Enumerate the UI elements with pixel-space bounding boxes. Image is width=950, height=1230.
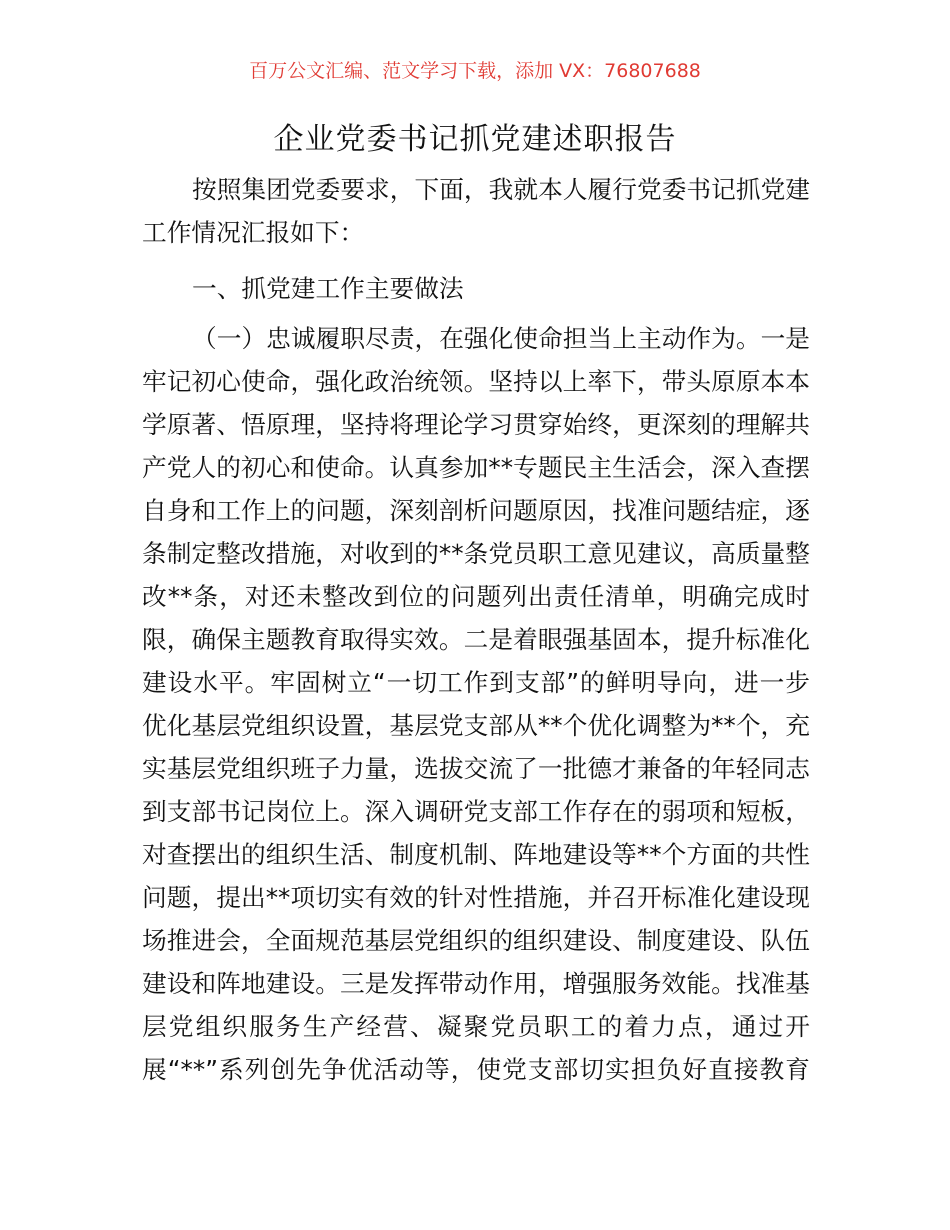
text-line: 场推进会，全面规范基层党组织的组织建设、制度建设、队伍 [142,926,810,955]
text-line: （一）忠诚履职尽责，在强化使命担当上主动作为。一是 [192,324,810,353]
text-line: 优化基层党组织设置，基层党支部从**个优化调整为**个，充 [142,711,810,740]
document-body [142,168,810,1091]
document-title: 企业党委书记抓党建述职报告 [273,122,677,157]
text-line: 按照集团党委要求，下面，我就本人履行党委书记抓党建 [192,175,810,204]
text-line: 学原著、悟原理，坚持将理论学习贯穿始终，更深刻的理解共 [142,410,810,439]
text-line: 实基层党组织班子力量，选拔交流了一批德才兼备的年轻同志 [142,754,810,783]
text-line: 条制定整改措施，对收到的**条党员职工意见建议，高质量整 [142,539,810,568]
text-line: 工作情况汇报如下： [142,218,365,247]
text-line: 牢记初心使命，强化政治统领。坚持以上率下，带头原原本本 [142,367,810,396]
text-line: 层党组织服务生产经营、凝聚党员职工的着力点，通过开 [142,1012,810,1041]
text-line: 建设和阵地建设。三是发挥带动作用，增强服务效能。找准基 [142,969,810,998]
watermark-header: 百万公文汇编、范文学习下载，添加 VX：76807688 [249,60,701,82]
paragraph-main [142,317,810,1091]
text-line: 改**条，对还未整改到位的问题列出责任清单，明确完成时 [142,582,810,611]
paragraph-intro [142,168,810,254]
text-line: 自身和工作上的问题，深刻剖析问题原因，找准问题结症，逐 [142,496,810,525]
text-line: 对查摆出的组织生活、制度机制、阵地建设等**个方面的共性 [142,840,810,869]
section-heading [142,267,810,310]
text-line: 产党人的初心和使命。认真参加**专题民主生活会，深入查摆 [142,453,810,482]
text-line: 建设水平。牢固树立“一切工作到支部”的鲜明导向，进一步 [142,668,810,697]
text-line: 展“**”系列创先争优活动等，使党支部切实担负好直接教育 [142,1055,810,1084]
text-line: 到支部书记岗位上。深入调研党支部工作存在的弱项和短板， [142,797,810,826]
text-line: 限，确保主题教育取得实效。二是着眼强基固本，提升标准化 [142,625,810,654]
text-line: 一、抓党建工作主要做法 [192,274,464,303]
text-line: 问题，提出**项切实有效的针对性措施，并召开标准化建设现 [142,883,810,912]
